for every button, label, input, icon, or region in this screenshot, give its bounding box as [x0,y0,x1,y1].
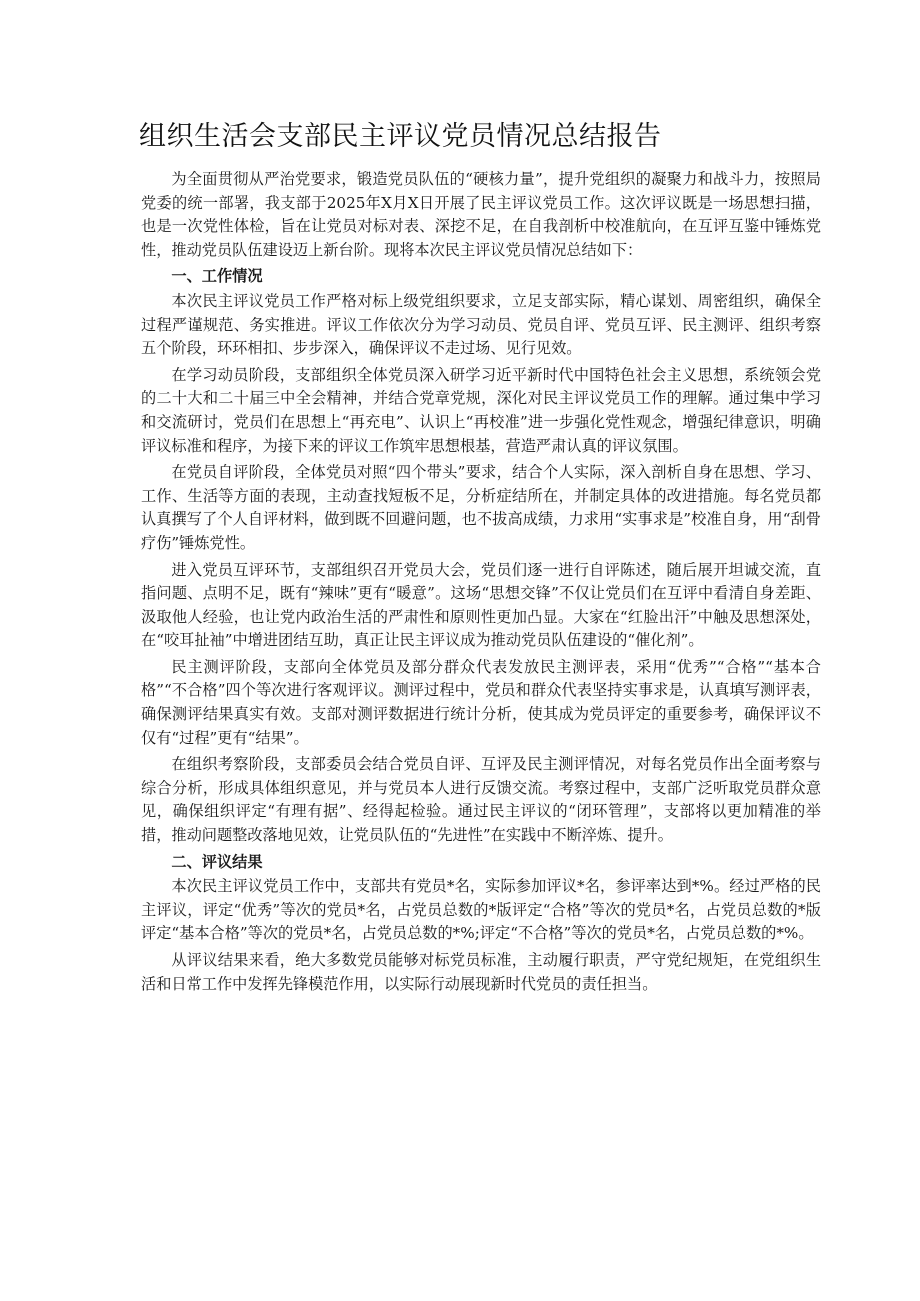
intro-paragraph: 为全面贯彻从严治党要求，锻造党员队伍的“硬核力量”，提升党组织的凝聚力和战斗力，按照局党委的统一部署，我支部于2025年X月X日开展了民主评议党员工作。这次评议既是一场思想扫描，也是一次党性体检，旨在让党员对标对表、深挖不足，在自我剖析中校准航向，在互评互鉴中锤炼党性，推动党员队伍建设迈上新台阶。现将本次民主评议党员情况总结如下： [141,170,821,259]
work-paragraph: 进入党员互评环节，支部组织召开党员大会，党员们逐一进行自评陈述，随后展开坦诚交流，直指问题、点明不足，既有“辣味”更有“暖意”。这场“思想交锋”不仅让党员们在互评中看清自身差距、汲取他人经验，也让党内政治生活的严肃性和原则性更加凸显。大家在“红脸出汗”中触及思想深处，在“咬耳扯袖”中增进团结互助，真正让民主评议成为推动党员队伍建设的“催化剂”。 [141,560,821,650]
results-paragraph: 本次民主评议党员工作中，支部共有党员*名，实际参加评议*名，参评率达到*%。经过严格的民主评议，评定“优秀”等次的党员*名，占党员总数的*版评定“合格”等次的党员*名，占党员总数的*版评定“基本合格”等次的党员*名，占党员总数的*%;评定“不合格”等次的党员*名，占党员总数的*%。 [141,877,821,943]
work-paragraph: 本次民主评议党员工作严格对标上级党组织要求，立足支部实际，精心谋划、周密组织，确保全过程严谨规范、务实推进。评议工作依次分为学习动员、党员自评、党员互评、民主测评、组织考察五个阶段，环环相扣、步步深入，确保评议不走过场、见行见效。 [141,291,821,358]
work-paragraph: 在组织考察阶段，支部委员会结合党员自评、互评及民主测评情况，对每名党员作出全面考察与综合分析，形成具体组织意见，并与党员本人进行反馈交流。考察过程中，支部广泛听取党员群众意见，确保组织评定“有理有据”、经得起检验。通过民主评议的“闭环管理”，支部将以更加精准的举措，推动问题整改落地见效，让党员队伍的“先进性”在实践中不断淬炼、提升。 [141,755,821,845]
section-heading-work: 一、工作情况 [171,267,263,286]
results-paragraph: 从评议结果来看，绝大多数党员能够对标党员标准，主动履行职责，严守党纪规矩，在党组织生活和日常工作中发挥先锋模范作用，以实际行动展现新时代党员的责任担当。 [141,951,821,993]
section-heading-results: 二、评议结果 [171,852,263,871]
work-paragraph: 在学习动员阶段，支部组织全体党员深入研学习近平新时代中国特色社会主义思想，系统领会党的二十大和二十届三中全会精神，并结合党章党规，深化对民主评议党员工作的理解。通过集中学习和交流研讨，党员们在思想上“再充电”、认识上“再校准”进一步强化党性观念，增强纪律意识，明确评议标准和程序，为接下来的评议工作筑牢思想根基，营造严肃认真的评议氛围。 [141,365,821,455]
document-page [141,118,821,999]
work-paragraph: 民主测评阶段，支部向全体党员及部分群众代表发放民主测评表，采用“优秀”“合格”“基本合格”“不合格”四个等次进行客观评议。测评过程中，党员和群众代表坚持实事求是，认真填写测评表，确保测评结果真实有效。支部对测评数据进行统计分析，使其成为党员评定的重要参考，确保评议不仅有“过程”更有“结果”。 [141,657,821,747]
work-paragraph: 在党员自评阶段，全体党员对照“四个带头”要求，结合个人实际，深入剖析自身在思想、学习、工作、生活等方面的表现，主动查找短板不足，分析症结所在，并制定具体的改进措施。每名党员都认真撰写了个人自评材料，做到既不回避问题，也不拔高成绩，力求用“实事求是”校准自身，用“刮骨疗伤”锤炼党性。 [141,463,821,552]
document-title: 组织生活会支部民主评议党员情况总结报告 [139,121,662,152]
